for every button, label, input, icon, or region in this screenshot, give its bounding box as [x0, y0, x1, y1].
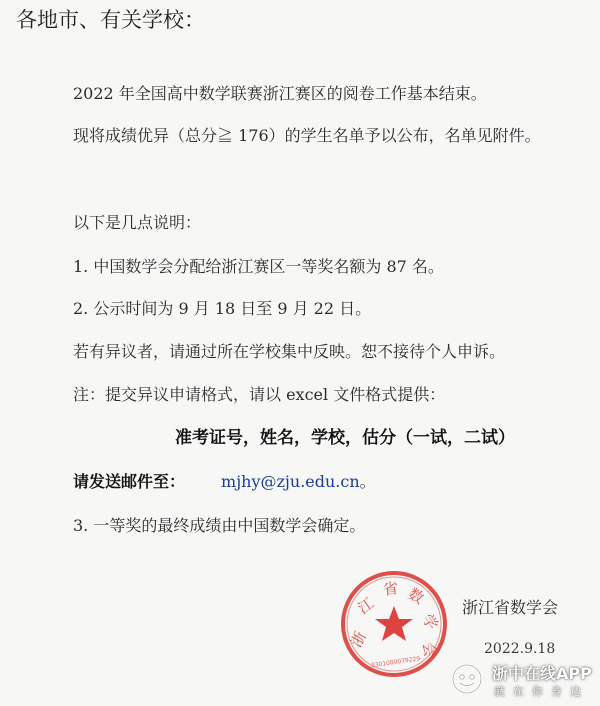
email-label: 请发送邮件至：: [73, 472, 186, 491]
format-fields: 准考证号，姓名，学校，估分（一试，二试）: [175, 428, 515, 448]
svg-text:省: 省: [382, 579, 399, 599]
email-link[interactable]: mjhy@zju.edu.cn: [221, 472, 360, 491]
watermark-title: 浙中在线APP: [492, 664, 592, 683]
official-seal-icon: [338, 568, 450, 680]
publish-paragraph: 现将成绩优异（总分≧ 176）的学生名单予以公布，名单见附件。: [73, 126, 541, 145]
svg-text:学: 学: [418, 610, 442, 633]
notes-intro: 以下是几点说明：: [73, 213, 202, 232]
format-note: 注：提交异议申请格式，请以 excel 文件格式提供：: [73, 385, 446, 404]
email-line-end: 。: [359, 472, 376, 491]
signature-date: 2022.9.18: [484, 641, 556, 657]
note-item-1: 1. 中国数学会分配给浙江赛区一等奖名额为 87 名。: [73, 257, 444, 276]
objection-paragraph: 若有异议者，请通过所在学校集中反映。恕不接待个人申诉。: [73, 342, 506, 361]
signature-org: 浙江省数学会: [462, 598, 559, 617]
announcement-paragraph: 2022 年全国高中数学联赛浙江赛区的阅卷工作基本结束。: [73, 84, 487, 103]
email-line: [73, 474, 376, 490]
note-item-3: 3. 一等奖的最终成绩由中国数学会确定。: [73, 516, 366, 535]
note-item-2: 2. 公示时间为 9 月 18 日至 9 月 22 日。: [73, 299, 372, 318]
svg-text:数: 数: [404, 584, 427, 608]
app-watermark: [446, 656, 598, 702]
greeting: 各地市、有关学校：: [16, 8, 205, 32]
svg-text:江: 江: [354, 594, 378, 618]
svg-text:会: 会: [419, 640, 440, 659]
app-logo-icon: [450, 662, 484, 696]
svg-text:浙: 浙: [347, 628, 371, 651]
svg-text:3301080079229: 3301080079229: [370, 655, 421, 670]
watermark-subtitle: 就在你身边: [494, 685, 589, 698]
